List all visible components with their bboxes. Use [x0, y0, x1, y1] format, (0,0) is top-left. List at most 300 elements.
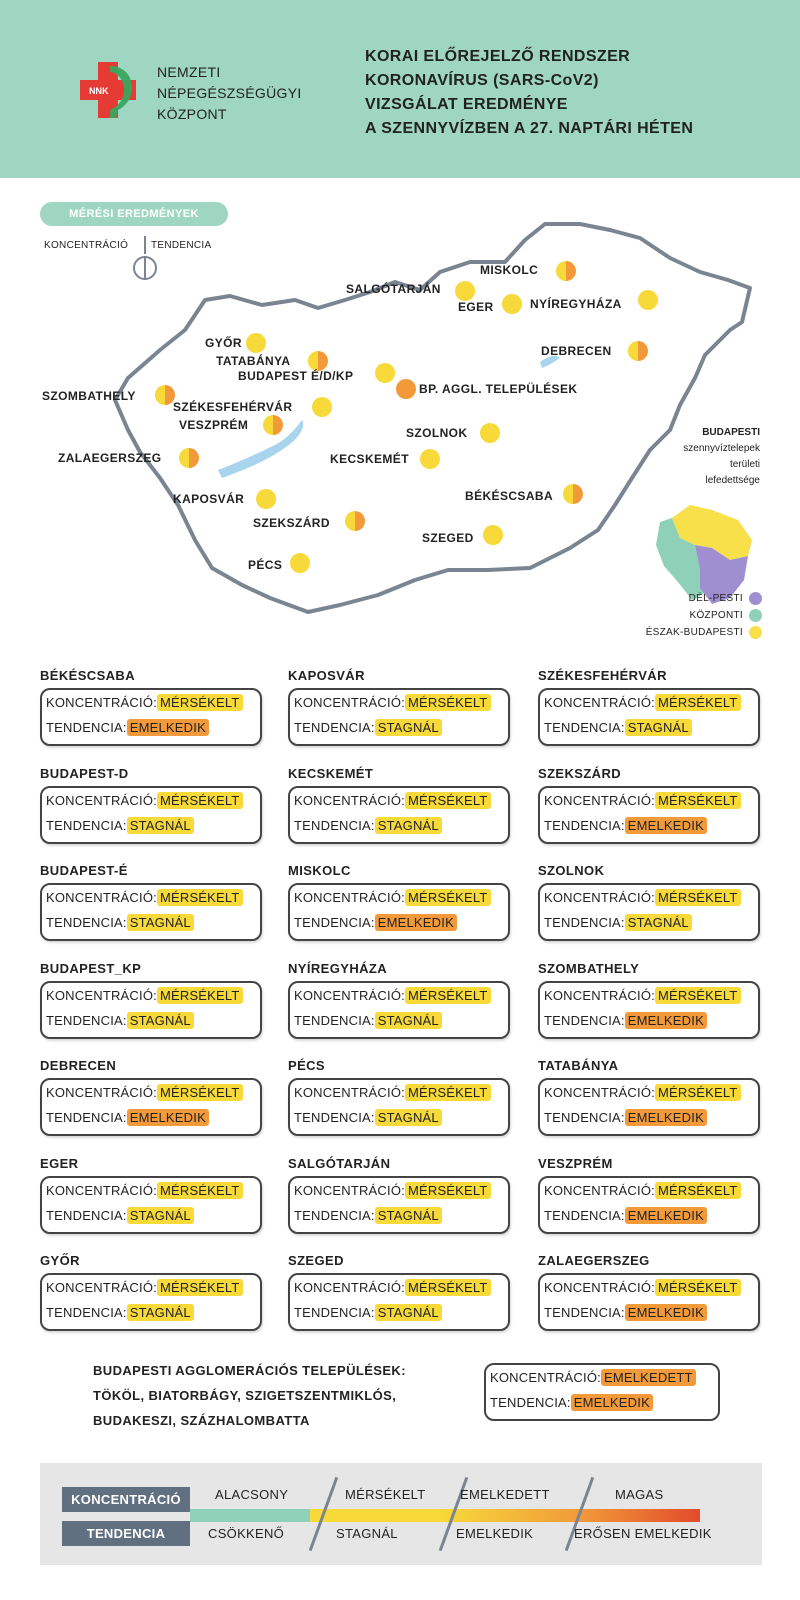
tendency-row — [46, 915, 194, 930]
concentration-row — [46, 793, 243, 808]
concentration-label: KONCENTRÁCIÓ: — [544, 792, 655, 808]
concentration-value: MÉRSÉKELT — [655, 889, 741, 906]
district-item — [590, 590, 762, 607]
map-city-label: DEBRECEN — [541, 344, 612, 358]
tendency-value: STAGNÁL — [127, 817, 194, 834]
map-city-label: KAPOSVÁR — [173, 492, 245, 506]
scale-bar-elevated — [440, 1509, 580, 1522]
page-title — [365, 45, 693, 141]
tendency-value: EMELKEDIK — [625, 1012, 707, 1029]
tendency-half — [355, 511, 365, 531]
org-line-1: NEMZETI — [157, 64, 221, 80]
map-city-status-dot — [480, 423, 500, 443]
map-city-status-dot — [246, 333, 266, 353]
tendency-value: STAGNÁL — [625, 914, 692, 931]
concentration-row — [46, 1280, 243, 1295]
concentration-row — [544, 793, 741, 808]
city-result-card — [40, 1176, 262, 1234]
tendency-value: EMELKEDIK — [375, 914, 457, 931]
map-city-label: TATABÁNYA — [216, 354, 291, 368]
card-city-title: VESZPRÉM — [538, 1155, 613, 1171]
tendency-label: TENDENCIA: — [46, 915, 127, 930]
title-line-3: VIZSGÁLAT EREDMÉNYE — [365, 96, 568, 113]
card-city-title: SZEGED — [288, 1253, 344, 1268]
map-city-status-dot — [455, 281, 475, 301]
map-city-status-dot — [375, 363, 395, 383]
map-city-status-dot — [345, 511, 365, 531]
concentration-value: MÉRSÉKELT — [405, 694, 491, 711]
map-city-status-dot — [420, 449, 440, 469]
concentration-label: KONCENTRÁCIÓ: — [294, 987, 405, 1003]
card-city-title: BUDAPEST_KP — [40, 960, 142, 976]
concentration-row — [544, 695, 741, 710]
concentration-row — [294, 793, 491, 808]
concentration-label: KONCENTRÁCIÓ: — [294, 1085, 405, 1100]
tendency-value: EMELKEDIK — [625, 1207, 707, 1224]
card-city-title: SALGÓTARJÁN — [288, 1155, 391, 1171]
map-city-status-dot — [312, 397, 332, 417]
city-result-card — [538, 1176, 760, 1234]
scale-conc-moderate: MÉRSÉKELT — [345, 1487, 426, 1502]
scale-tend-elevated: EMELKEDIK — [456, 1526, 534, 1541]
tendency-value: STAGNÁL — [375, 719, 442, 736]
map-city-status-dot — [628, 341, 648, 361]
card-city-title: NYÍREGYHÁZA — [288, 960, 388, 976]
concentration-label: KONCENTRÁCIÓ: — [544, 1280, 655, 1295]
tendency-value: STAGNÁL — [127, 914, 194, 931]
concentration-row — [544, 1280, 741, 1295]
district-label: DÉL-PESTI — [688, 593, 743, 604]
logo-text: NNK — [89, 86, 109, 96]
tendency-row — [46, 1110, 209, 1125]
map-city-status-dot — [256, 489, 276, 509]
title-line-1: KORAI ELŐREJELZŐ RENDSZER — [365, 48, 631, 65]
city-result-card — [40, 688, 262, 746]
city-result-card — [40, 883, 262, 941]
concentration-half — [563, 484, 573, 504]
tendency-value: EMELKEDIK — [625, 1109, 707, 1126]
tendency-value: STAGNÁL — [375, 1109, 442, 1126]
map-city-label: PÉCS — [248, 558, 283, 572]
tendency-row — [294, 1013, 442, 1028]
concentration-label: KONCENTRÁCIÓ: — [544, 987, 655, 1003]
tendency-row — [46, 720, 209, 735]
tendency-value: STAGNÁL — [625, 719, 692, 736]
tendency-value: STAGNÁL — [375, 1207, 442, 1224]
budapest-legend — [660, 425, 760, 489]
concentration-row — [294, 890, 491, 905]
tendency-label: TENDENCIA: — [294, 720, 375, 735]
tendency-value: EMELKEDIK — [127, 719, 209, 736]
concentration-label: KONCENTRÁCIÓ: — [294, 1182, 405, 1198]
card-city-title: ZALAEGERSZEG — [538, 1253, 650, 1268]
map-city-status-dot — [483, 525, 503, 545]
tendency-row — [544, 1208, 707, 1223]
scale-legend — [40, 1463, 762, 1565]
map-city-status-dot — [396, 379, 416, 399]
tendency-half — [430, 449, 440, 469]
card-city-title: SZÉKESFEHÉRVÁR — [538, 668, 667, 683]
concentration-label: KONCENTRÁCIÓ: — [46, 1280, 157, 1295]
tendency-value: EMELKEDIK — [625, 817, 707, 834]
tendency-label: TENDENCIA: — [46, 817, 127, 833]
map-city-label: SZOLNOK — [406, 426, 468, 440]
concentration-half — [256, 489, 266, 509]
tendency-label: TENDENCIA: — [294, 1305, 375, 1320]
hungary-map — [0, 200, 800, 640]
district-label: ÉSZAK-BUDAPESTI — [645, 627, 743, 638]
tendency-row — [544, 1013, 707, 1028]
tendency-value: STAGNÁL — [375, 1012, 442, 1029]
concentration-value: MÉRSÉKELT — [157, 1084, 243, 1101]
tendency-value: STAGNÁL — [127, 1207, 194, 1224]
budapest-legend-line-2: szennyvíztelepek — [683, 443, 760, 454]
city-result-card — [538, 688, 760, 746]
district-item — [590, 607, 762, 624]
tendency-label: TENDENCIA: — [46, 720, 127, 735]
tendency-value: STAGNÁL — [127, 1012, 194, 1029]
concentration-label: KONCENTRÁCIÓ: — [46, 695, 157, 710]
city-result-card — [288, 1273, 510, 1331]
scale-bar-moderate — [310, 1509, 440, 1522]
card-city-title: BUDAPEST-D — [40, 765, 129, 781]
scale-conc-high: MAGAS — [615, 1487, 664, 1502]
concentration-label: KONCENTRÁCIÓ: — [294, 1280, 405, 1295]
title-line-4: A SZENNYVÍZBEN A 27. NAPTÁRI HÉTEN — [365, 120, 694, 137]
city-result-card — [538, 786, 760, 844]
city-result-card — [288, 786, 510, 844]
tendency-row — [294, 720, 442, 735]
org-name — [157, 62, 302, 125]
card-city-title: DEBRECEN — [40, 1058, 117, 1073]
map-city-status-dot — [563, 484, 583, 504]
tendency-row — [46, 1013, 194, 1028]
org-line-3: KÖZPONT — [157, 106, 227, 122]
concentration-half — [420, 449, 430, 469]
tendency-label: TENDENCIA: — [294, 1207, 375, 1223]
map-city-label: BP. AGGL. TELEPÜLÉSEK — [419, 382, 578, 396]
map-city-status-dot — [290, 553, 310, 573]
scale-conc-low: ALACSONY — [215, 1487, 289, 1502]
concentration-row — [46, 1183, 243, 1198]
agglomeration-line-1: BUDAPESTI AGGLOMERÁCIÓS TELEPÜLÉSEK: — [93, 1363, 406, 1378]
concentration-half — [375, 363, 385, 383]
concentration-row — [544, 988, 741, 1003]
concentration-half — [345, 511, 355, 531]
tendency-label: TENDENCIA: — [294, 915, 375, 930]
concentration-value: MÉRSÉKELT — [655, 1182, 741, 1199]
city-result-card — [40, 1078, 262, 1136]
city-result-card — [538, 1078, 760, 1136]
map-city-label: SZÉKESFEHÉRVÁR — [173, 400, 293, 414]
tendency-label: TENDENCIA: — [544, 1110, 625, 1125]
concentration-value: MÉRSÉKELT — [405, 1279, 491, 1296]
map-city-status-dot — [308, 351, 328, 371]
card-city-title: SZEKSZÁRD — [538, 765, 622, 781]
tendency-label: TENDENCIA: — [544, 1305, 625, 1320]
tendency-half — [266, 489, 276, 509]
district-label: KÖZPONTI — [689, 610, 743, 621]
tendency-label: TENDENCIA: — [46, 1207, 127, 1223]
card-city-title: BÉKÉSCSABA — [40, 668, 136, 683]
tendency-label: TENDENCIA: — [294, 1012, 375, 1028]
concentration-value: MÉRSÉKELT — [655, 1084, 741, 1101]
concentration-value: MÉRSÉKELT — [405, 792, 491, 809]
tendency-row — [544, 818, 707, 833]
concentration-value: MÉRSÉKELT — [405, 1084, 491, 1101]
map-city-status-dot — [263, 415, 283, 435]
concentration-half — [263, 415, 273, 435]
concentration-label: KONCENTRÁCIÓ: — [46, 1085, 157, 1100]
tendency-row — [294, 1305, 442, 1320]
tendency-value: STAGNÁL — [375, 1304, 442, 1321]
card-city-title: PÉCS — [288, 1058, 326, 1073]
tendency-half — [573, 484, 583, 504]
scale-bar-high — [580, 1509, 700, 1522]
concentration-value: MÉRSÉKELT — [655, 694, 741, 711]
card-city-title: MISKOLC — [288, 863, 351, 878]
city-result-card — [40, 786, 262, 844]
tendency-row — [544, 720, 692, 735]
map-city-label: MISKOLC — [480, 263, 539, 277]
concentration-row — [544, 890, 741, 905]
concentration-label: KONCENTRÁCIÓ: — [46, 792, 157, 808]
district-color-dot — [749, 592, 762, 605]
scale-conc-elevated: EMELKEDETT — [460, 1487, 550, 1502]
concentration-label: KONCENTRÁCIÓ: — [544, 890, 655, 905]
concentration-half — [312, 397, 322, 417]
map-city-label: BUDAPEST É/D/KP — [238, 369, 354, 383]
tendency-half — [465, 281, 475, 301]
tendency-row — [46, 1305, 194, 1320]
concentration-half — [556, 261, 566, 281]
concentration-row — [544, 1183, 741, 1198]
tendency-value: STAGNÁL — [127, 1304, 194, 1321]
tendency-row — [544, 1305, 707, 1320]
tendency-value: STAGNÁL — [375, 817, 442, 834]
city-result-card — [40, 981, 262, 1039]
tendency-label: TENDENCIA: — [544, 817, 625, 833]
concentration-row — [294, 1085, 491, 1100]
tendency-half — [566, 261, 576, 281]
tendency-half — [322, 397, 332, 417]
concentration-half — [179, 448, 189, 468]
concentration-half — [396, 379, 406, 399]
concentration-value: MÉRSÉKELT — [157, 792, 243, 809]
scale-tend-low: CSÖKKENŐ — [208, 1526, 285, 1541]
agglomeration-tendency-row — [490, 1395, 653, 1410]
tendency-half — [385, 363, 395, 383]
tendency-half — [512, 294, 522, 314]
city-result-card — [538, 883, 760, 941]
tendency-value: EMELKEDIK — [625, 1304, 707, 1321]
concentration-row — [46, 1085, 243, 1100]
tendency-row — [294, 915, 457, 930]
concentration-value: MÉRSÉKELT — [157, 1279, 243, 1296]
map-city-label: KECSKEMÉT — [330, 452, 409, 466]
tendency-row — [46, 818, 194, 833]
city-result-card — [288, 981, 510, 1039]
tendency-label: TENDENCIA: — [544, 915, 625, 930]
card-city-title: KECSKEMÉT — [288, 765, 374, 781]
tendency-row — [294, 1110, 442, 1125]
tendency-half — [256, 333, 266, 353]
concentration-label: KONCENTRÁCIÓ: — [46, 987, 157, 1003]
district-item — [590, 624, 762, 641]
nnk-logo-icon — [80, 60, 136, 120]
dot-legend-sample-divider — [144, 256, 146, 280]
concentration-half — [290, 553, 300, 573]
card-city-title: KAPOSVÁR — [288, 668, 365, 683]
city-result-card — [288, 883, 510, 941]
map-city-status-dot — [155, 385, 175, 405]
concentration-half — [246, 333, 256, 353]
concentration-value: MÉRSÉKELT — [405, 1182, 491, 1199]
agglomeration-concentration-row — [490, 1370, 696, 1385]
dot-legend-divider — [144, 236, 146, 254]
tendency-row — [544, 915, 692, 930]
concentration-label: KONCENTRÁCIÓ: — [46, 1182, 157, 1198]
concentration-half — [502, 294, 512, 314]
concentration-value: MÉRSÉKELT — [157, 987, 243, 1004]
tendency-label: TENDENCIA: — [46, 1305, 127, 1320]
scale-concentration-header: KONCENTRÁCIÓ — [62, 1487, 190, 1512]
scale-tendency-header: TENDENCIA — [62, 1521, 190, 1546]
card-city-title: SZOMBATHELY — [538, 960, 640, 976]
tendency-label: TENDENCIA: — [46, 1012, 127, 1028]
city-result-card — [288, 1078, 510, 1136]
concentration-row — [294, 1183, 491, 1198]
map-city-status-dot — [179, 448, 199, 468]
section-measurements-pill: MÉRÉSI EREDMÉNYEK — [40, 202, 228, 226]
map-city-label: VESZPRÉM — [179, 418, 249, 432]
map-city-label: NYÍREGYHÁZA — [530, 297, 622, 311]
tendency-half — [318, 351, 328, 371]
concentration-label: KONCENTRÁCIÓ: — [544, 1085, 655, 1100]
concentration-value: MÉRSÉKELT — [157, 694, 243, 711]
district-color-dot — [749, 626, 762, 639]
concentration-half — [455, 281, 465, 301]
title-line-2: KORONAVÍRUS (SARS-CoV2) — [365, 72, 599, 89]
map-city-label: SZEGED — [422, 531, 474, 545]
concentration-half — [155, 385, 165, 405]
concentration-value: MÉRSÉKELT — [405, 987, 491, 1004]
map-city-label: EGER — [458, 300, 494, 314]
map-city-status-dot — [638, 290, 658, 310]
concentration-row — [46, 988, 243, 1003]
tendency-half — [638, 341, 648, 361]
agglomeration-concentration-value: EMELKEDETT — [601, 1369, 696, 1386]
concentration-half — [480, 423, 490, 443]
budapest-legend-line-4: lefedettsége — [705, 475, 760, 486]
dot-legend-tendency: TENDENCIA — [151, 240, 212, 251]
tendency-half — [648, 290, 658, 310]
tendency-half — [189, 448, 199, 468]
tendency-half — [493, 525, 503, 545]
card-city-title: SZOLNOK — [538, 863, 605, 878]
budapest-legend-line-3: területi — [729, 459, 760, 470]
concentration-half — [483, 525, 493, 545]
concentration-label: KONCENTRÁCIÓ: — [294, 695, 405, 710]
map-city-label: GYŐR — [205, 336, 242, 350]
map-city-status-dot — [556, 261, 576, 281]
tendency-label: TENDENCIA: — [544, 1012, 625, 1028]
map-city-label: BÉKÉSCSABA — [465, 489, 554, 503]
concentration-value: MÉRSÉKELT — [655, 792, 741, 809]
concentration-label: KONCENTRÁCIÓ: — [294, 792, 405, 808]
concentration-label: KONCENTRÁCIÓ: — [490, 1370, 601, 1385]
scale-tend-high: ERŐSEN EMELKEDIK — [574, 1526, 712, 1541]
concentration-half — [638, 290, 648, 310]
map-city-label: SZEKSZÁRD — [253, 516, 330, 530]
agglomeration-line-3: BUDAKESZI, SZÁZHALOMBATTA — [93, 1413, 310, 1428]
tendency-row — [46, 1208, 194, 1223]
concentration-label: KONCENTRÁCIÓ: — [544, 1182, 655, 1198]
concentration-half — [628, 341, 638, 361]
tendency-half — [406, 379, 416, 399]
concentration-value: MÉRSÉKELT — [157, 1182, 243, 1199]
header-banner — [0, 0, 800, 178]
map-city-label: ZALAEGERSZEG — [58, 451, 162, 465]
concentration-value: MÉRSÉKELT — [405, 889, 491, 906]
concentration-row — [544, 1085, 741, 1100]
dot-legend-concentration: KONCENTRÁCIÓ — [44, 240, 129, 251]
concentration-value: MÉRSÉKELT — [655, 1279, 741, 1296]
concentration-row — [294, 1280, 491, 1295]
district-legend — [590, 590, 762, 641]
tendency-half — [490, 423, 500, 443]
tendency-label: TENDENCIA: — [46, 1110, 127, 1125]
map-city-label: SALGÓTARJÁN — [346, 282, 441, 296]
city-result-card — [538, 1273, 760, 1331]
tendency-row — [544, 1110, 707, 1125]
tendency-half — [300, 553, 310, 573]
concentration-value: MÉRSÉKELT — [157, 889, 243, 906]
tendency-label: TENDENCIA: — [544, 720, 625, 735]
concentration-label: KONCENTRÁCIÓ: — [544, 695, 655, 710]
scale-tend-moderate: STAGNÁL — [336, 1526, 398, 1541]
concentration-row — [46, 890, 243, 905]
tendency-label: TENDENCIA: — [294, 817, 375, 833]
map-city-status-dot — [502, 294, 522, 314]
tendency-row — [294, 818, 442, 833]
concentration-label: KONCENTRÁCIÓ: — [294, 890, 405, 905]
tendency-label: TENDENCIA: — [544, 1207, 625, 1223]
tendency-row — [294, 1208, 442, 1223]
city-result-card — [538, 981, 760, 1039]
agglomeration-line-2: TÖKÖL, BIATORBÁGY, SZIGETSZENTMIKLÓS, — [93, 1388, 397, 1403]
concentration-value: MÉRSÉKELT — [655, 987, 741, 1004]
concentration-half — [308, 351, 318, 371]
card-city-title: BUDAPEST-É — [40, 863, 128, 878]
concentration-label: KONCENTRÁCIÓ: — [46, 890, 157, 905]
agglomeration-block — [93, 1358, 406, 1433]
map-city-label: SZOMBATHELY — [42, 389, 136, 403]
tendency-half — [273, 415, 283, 435]
concentration-row — [294, 695, 491, 710]
agglomeration-card — [484, 1363, 720, 1421]
district-color-dot — [749, 609, 762, 622]
city-result-card — [288, 688, 510, 746]
concentration-row — [294, 988, 491, 1003]
tendency-value: EMELKEDIK — [127, 1109, 209, 1126]
org-line-2: NÉPEGÉSZSÉGÜGYI — [157, 85, 302, 101]
budapest-legend-line-1: BUDAPESTI — [702, 427, 760, 438]
card-city-title: EGER — [40, 1155, 79, 1171]
card-city-title: TATABÁNYA — [538, 1058, 619, 1073]
tendency-label: TENDENCIA: — [490, 1395, 571, 1410]
concentration-row — [46, 695, 243, 710]
